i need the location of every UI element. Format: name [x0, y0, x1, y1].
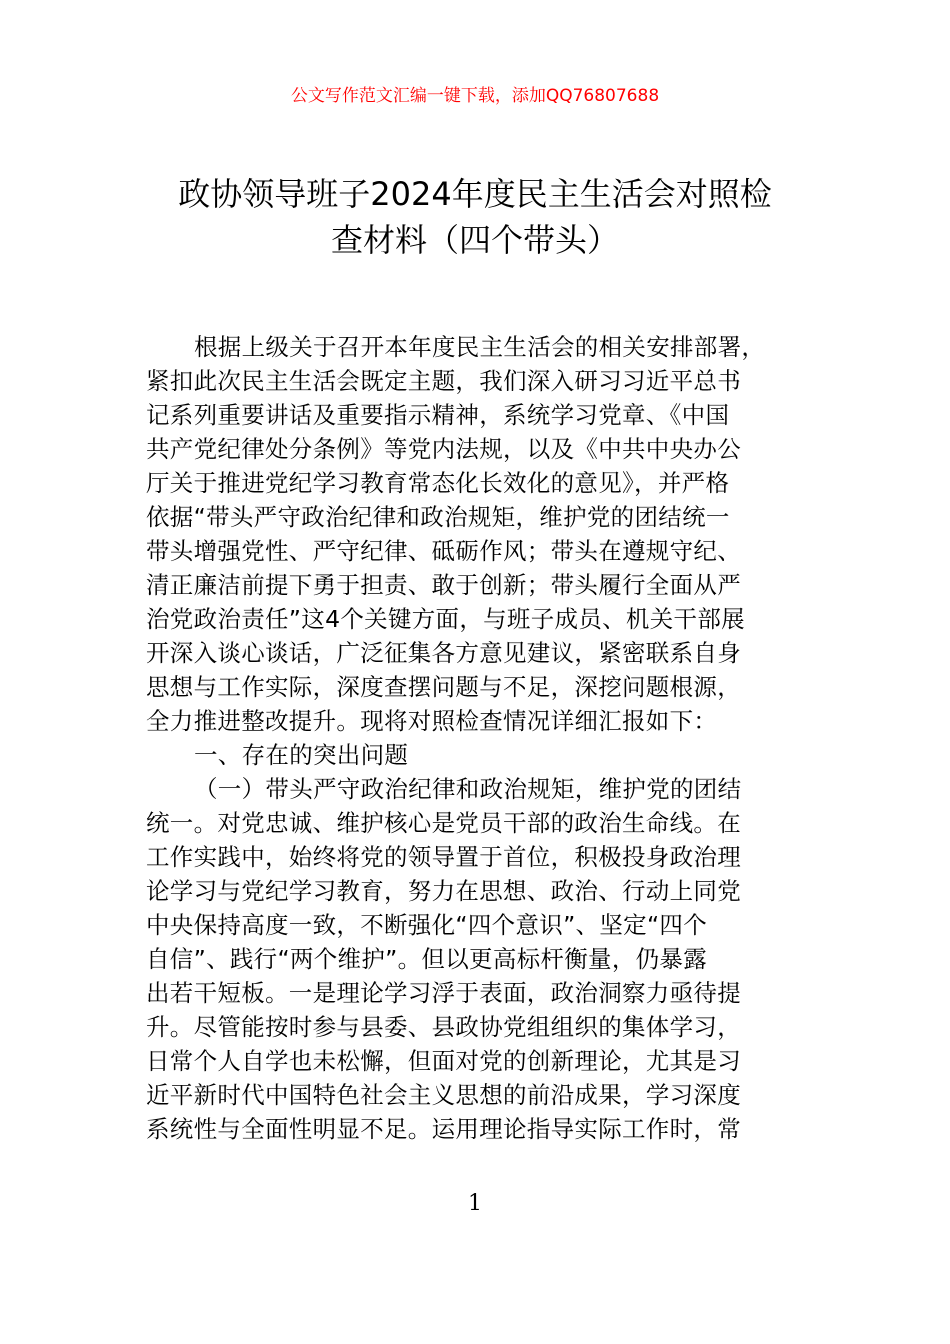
- body-line: （一）带头严守政治纪律和政治规矩，维护党的团结: [194, 775, 742, 803]
- body-line: 工作实践中，始终将党的领导置于首位，积极投身政治理: [146, 843, 741, 871]
- page-number: 1: [468, 1191, 482, 1216]
- section-heading: 一、存在的突出问题: [194, 741, 409, 769]
- body-line: 开深入谈心谈话，广泛征集各方意见建议，紧密联系自身: [146, 639, 741, 667]
- body-line: 共产党纪律处分条例》等党内法规，以及《中共中央办公: [146, 435, 741, 463]
- body-line: 思想与工作实际，深度查摆问题与不足，深挖问题根源，: [146, 673, 741, 701]
- document-title-line-1: 政协领导班子2024年度民主生活会对照检: [178, 175, 772, 213]
- document-title-line-2: 查材料（四个带头）: [330, 221, 619, 259]
- body-line: 带头增强党性、严守纪律、砥砺作风；带头在遵规守纪、: [146, 537, 741, 565]
- body-line: 系统性与全面性明显不足。运用理论指导实际工作时，常: [146, 1115, 741, 1143]
- body-line: 依据“带头严守政治纪律和政治规矩，维护党的团结统一: [146, 503, 730, 531]
- body-line: 中央保持高度一致，不断强化“四个意识”、坚定“四个: [146, 911, 708, 939]
- body-line: 近平新时代中国特色社会主义思想的前沿成果，学习深度: [146, 1081, 741, 1109]
- body-line: 出若干短板。一是理论学习浮于表面，政治洞察力亟待提: [146, 979, 741, 1007]
- body-line: 论学习与党纪学习教育，努力在思想、政治、行动上同党: [146, 877, 741, 905]
- header-download-link[interactable]: 公文写作范文汇编一键下载，添加QQ76807688: [290, 86, 660, 106]
- body-line: 记系列重要讲话及重要指示精神，系统学习党章、《中国: [146, 401, 730, 429]
- body-line: 厅关于推进党纪学习教育常态化长效化的意见》，并严格: [146, 469, 730, 497]
- body-line: 全力推进整改提升。现将对照检查情况详细汇报如下：: [146, 707, 718, 735]
- body-line: 紧扣此次民主生活会既定主题，我们深入研习习近平总书: [146, 367, 741, 395]
- body-line: 清正廉洁前提下勇于担责、敢于创新；带头履行全面从严: [146, 571, 741, 599]
- body-line: 治党政治责任”这4个关键方面，与班子成员、机关干部展: [146, 605, 745, 633]
- body-line: 自信”、践行“两个维护”。但以更高标杆衡量，仍暴露: [146, 945, 708, 973]
- body-line: 统一。对党忠诚、维护核心是党员干部的政治生命线。在: [146, 809, 741, 837]
- body-line: 日常个人自学也未松懈，但面对党的创新理论，尤其是习: [146, 1047, 741, 1075]
- document-body: [146, 330, 826, 1146]
- body-line: 升。尽管能按时参与县委、县政协党组组织的集体学习，: [146, 1013, 741, 1041]
- body-line: 根据上级关于召开本年度民主生活会的相关安排部署，: [194, 333, 766, 361]
